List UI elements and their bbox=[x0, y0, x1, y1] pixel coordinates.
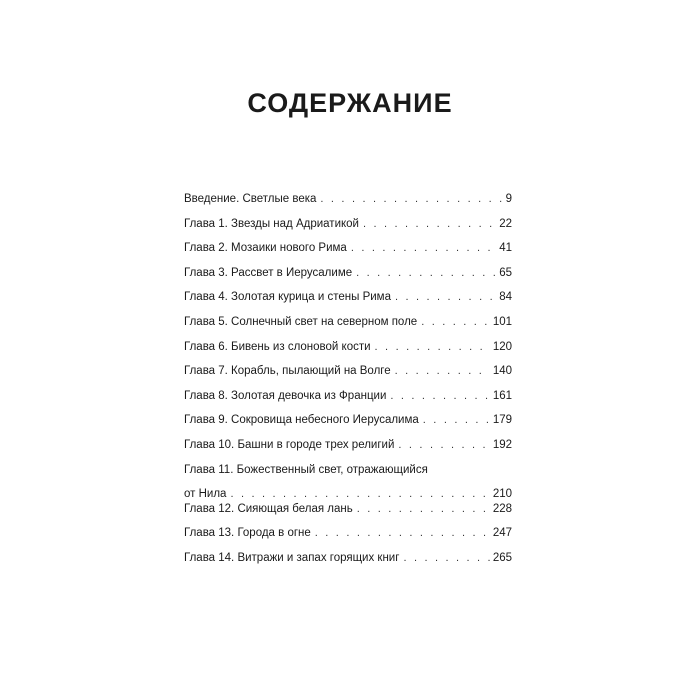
dot-leader bbox=[356, 266, 496, 280]
toc-entry-chapter-9 bbox=[184, 413, 512, 438]
toc-page-number: 101 bbox=[492, 315, 512, 328]
dot-leader bbox=[375, 340, 490, 354]
toc-page-number: 9 bbox=[505, 193, 512, 205]
toc-entry-title: Глава 4. Золотая курица и стены Рима bbox=[184, 291, 391, 304]
toc-entry-title: Глава 11. Божественный свет, отражающийся bbox=[184, 463, 428, 476]
toc-page-number: 22 bbox=[499, 217, 512, 230]
toc-page-number: 179 bbox=[492, 414, 512, 427]
toc-page-number: 84 bbox=[499, 291, 512, 304]
toc-entry-title: Глава 3. Рассвет в Иерусалиме bbox=[184, 266, 353, 279]
toc-entry-chapter-2 bbox=[184, 241, 512, 266]
toc-entry-chapter-1 bbox=[184, 217, 512, 242]
toc-entry-title: Введение. Светлые века bbox=[184, 193, 317, 205]
toc-entry-title: Глава 13. Города в огне bbox=[184, 527, 311, 540]
toc-entry-chapter-12 bbox=[184, 502, 512, 527]
toc-entry-chapter-7 bbox=[184, 364, 512, 389]
toc-entry-title: Глава 9. Сокровища небесного Иерусалима bbox=[184, 414, 419, 427]
toc-page-number: 210 bbox=[492, 487, 512, 500]
toc-entry-title: Глава 1. Звезды над Адриатикой bbox=[184, 217, 359, 230]
toc-page-number: 161 bbox=[492, 389, 512, 402]
toc-entry-chapter-4 bbox=[184, 290, 512, 315]
toc-page-number: 120 bbox=[492, 340, 512, 353]
toc-entry-chapter-14 bbox=[184, 551, 512, 576]
dot-leader bbox=[395, 290, 496, 304]
dot-leader bbox=[315, 526, 490, 540]
toc-entry-chapter-10 bbox=[184, 438, 512, 463]
toc-entry-title-continued: от Нила bbox=[184, 487, 227, 500]
toc-page-number: 265 bbox=[492, 551, 512, 564]
toc-entry-title: Глава 7. Корабль, пылающий на Волге bbox=[184, 365, 391, 378]
dot-leader bbox=[351, 241, 496, 255]
toc-entry-chapter-11 bbox=[184, 463, 512, 502]
toc-entry-title: Глава 6. Бивень из слоновой кости bbox=[184, 340, 371, 353]
dot-leader bbox=[423, 413, 490, 427]
dot-leader bbox=[398, 438, 489, 452]
toc-page-number: 140 bbox=[492, 365, 512, 378]
dot-leader bbox=[230, 487, 489, 501]
dot-leader bbox=[320, 192, 502, 206]
toc-entry-chapter-3 bbox=[184, 266, 512, 291]
dot-leader bbox=[421, 315, 490, 329]
toc-entry-title: Глава 10. Башни в городе трех религий bbox=[184, 438, 395, 451]
toc-page-number: 247 bbox=[492, 527, 512, 540]
dot-leader bbox=[363, 217, 496, 231]
toc-page-number: 65 bbox=[499, 266, 512, 279]
toc-entry-title: Глава 5. Солнечный свет на северном поле bbox=[184, 315, 418, 328]
toc-entry-chapter-8 bbox=[184, 389, 512, 414]
toc-entry-introduction bbox=[184, 192, 512, 217]
toc-page-number: 228 bbox=[492, 502, 512, 515]
dot-leader bbox=[357, 502, 490, 516]
toc-entry-chapter-6 bbox=[184, 340, 512, 365]
dot-leader bbox=[403, 551, 489, 565]
page-title: СОДЕРЖАНИЕ bbox=[247, 88, 453, 118]
toc-page-number: 192 bbox=[492, 438, 512, 451]
dot-leader bbox=[390, 389, 489, 403]
toc-entry-chapter-13 bbox=[184, 526, 512, 551]
dot-leader bbox=[395, 364, 490, 378]
toc-page-number: 41 bbox=[499, 242, 512, 255]
toc-entry-title: Глава 12. Сияющая белая лань bbox=[184, 502, 353, 515]
toc-entry-chapter-5 bbox=[184, 315, 512, 340]
toc-entry-title: Глава 2. Мозаики нового Рима bbox=[184, 242, 347, 255]
toc-entry-title: Глава 8. Золотая девочка из Франции bbox=[184, 389, 387, 402]
table-of-contents bbox=[184, 192, 512, 575]
toc-entry-title: Глава 14. Витражи и запах горящих книг bbox=[184, 551, 400, 564]
